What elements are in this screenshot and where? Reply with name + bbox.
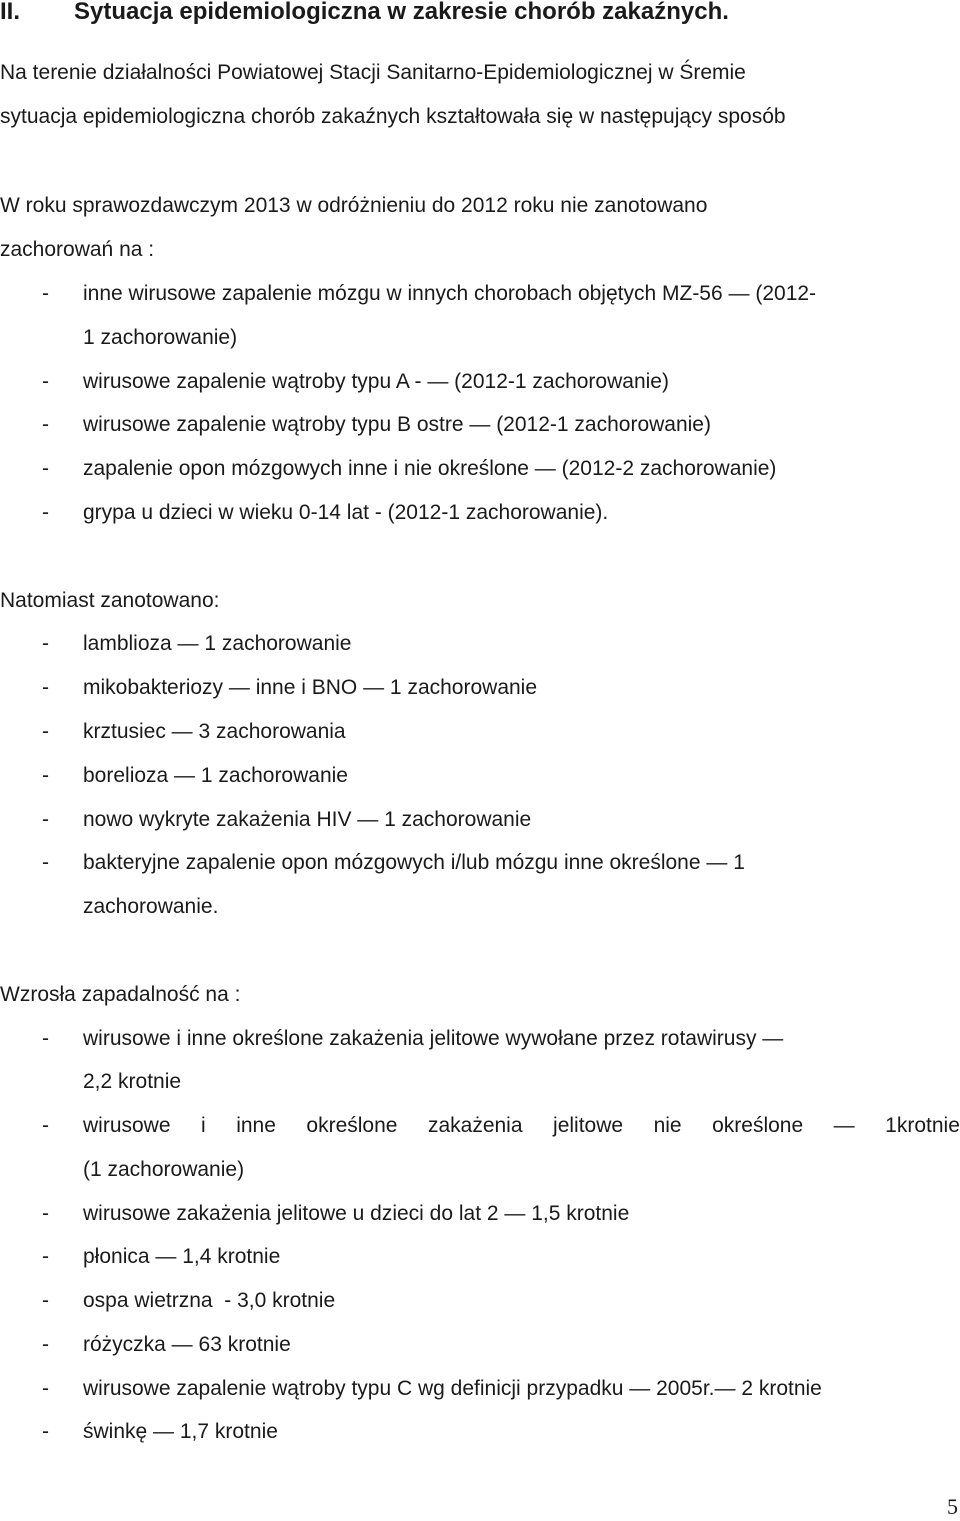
list-item: bakteryjne zapalenie opon mózgowych i/lub mózgu inne określone — 1 — [83, 851, 745, 874]
list-item: grypa u dzieci w wieku 0-14 lat - (2012-1 zachorowanie). — [83, 501, 609, 524]
list-item: borelioza — 1 zachorowanie — [83, 764, 348, 787]
list-item-continuation: 1 zachorowanie) — [83, 326, 238, 349]
bullet-dash: - — [42, 1245, 49, 1268]
bullet-dash: - — [42, 457, 49, 480]
bullet-dash: - — [42, 764, 49, 787]
word: inne — [236, 1114, 276, 1137]
section-heading — [0, 0, 729, 28]
word: określone — [712, 1114, 804, 1137]
list-item: wirusowe zapalenie wątroby typu A - — (2012-1 zachorowanie) — [83, 370, 669, 393]
intro-line-2: sytuacja epidemiologiczna chorób zakaźnych kształtowała się w następujący sposób — [0, 105, 786, 128]
word: nie — [653, 1114, 682, 1137]
list-item: wirusowe i inne określone zakażenia jelitowe wywołane przez rotawirusy — — [83, 1027, 784, 1050]
list-item: inne wirusowe zapalenie mózgu w innych chorobach objętych MZ-56 — (2012- — [83, 282, 817, 305]
section1-lead-line-1: W roku sprawozdawczym 2013 w odróżnieniu do 2012 roku nie zanotowano — [0, 194, 708, 217]
list-item-continuation: zachorowanie. — [83, 895, 219, 918]
list-item: różyczka — 63 krotnie — [83, 1333, 291, 1356]
word: jelitowe — [553, 1114, 624, 1137]
bullet-dash: - — [42, 413, 49, 436]
page-number: 5 — [947, 1494, 958, 1519]
list-item: mikobakteriozy — inne i BNO — 1 zachorowanie — [83, 676, 538, 699]
list-item-continuation: (1 zachorowanie) — [83, 1158, 245, 1181]
word: określone — [306, 1114, 398, 1137]
list-item: wirusowe zapalenie wątroby typu B ostre — (2012-1 zachorowanie) — [83, 413, 711, 436]
bullet-dash: - — [42, 808, 49, 831]
bullet-dash: - — [42, 851, 49, 874]
bullet-dash: - — [42, 1289, 49, 1312]
bullet-dash: - — [42, 370, 49, 393]
word: 1krotnie — [885, 1114, 960, 1137]
heading-number: II. — [0, 0, 21, 25]
list-item-continuation: 2,2 krotnie — [83, 1070, 182, 1093]
word: wirusowe — [83, 1114, 171, 1137]
section1-lead-line-2: zachorowań na : — [0, 238, 155, 261]
bullet-dash: - — [42, 501, 49, 524]
section2-lead: Natomiast zanotowano: — [0, 589, 220, 612]
intro-line-1: Na terenie działalności Powiatowej Stacji Sanitarno-Epidemiologicznej w Śremie — [0, 61, 746, 84]
list-item: ospa wietrzna - 3,0 krotnie — [83, 1289, 336, 1312]
bullet-dash: - — [42, 282, 49, 305]
bullet-dash: - — [42, 1333, 49, 1356]
list-item: płonica — 1,4 krotnie — [83, 1245, 281, 1268]
list-item: lamblioza — 1 zachorowanie — [83, 632, 352, 655]
bullet-dash: - — [42, 1114, 49, 1137]
word: — — [833, 1114, 855, 1137]
section3-lead: Wzrosła zapadalność na : — [0, 983, 241, 1006]
list-item-justified — [83, 1113, 960, 1139]
list-item: krztusiec — 3 zachorowania — [83, 720, 346, 743]
bullet-dash: - — [42, 1202, 49, 1225]
heading-title: Sytuacja epidemiologiczna w zakresie chorób zakaźnych. — [74, 0, 729, 25]
list-item: wirusowe zakażenia jelitowe u dzieci do lat 2 — 1,5 krotnie — [83, 1202, 630, 1225]
word: i — [201, 1114, 206, 1137]
list-item: wirusowe zapalenie wątroby typu C wg definicji przypadku — 2005r.— 2 krotnie — [83, 1377, 822, 1400]
bullet-dash: - — [42, 676, 49, 699]
bullet-dash: - — [42, 720, 49, 743]
list-item: świnkę — 1,7 krotnie — [83, 1420, 278, 1443]
list-item: zapalenie opon mózgowych inne i nie określone — (2012-2 zachorowanie) — [83, 457, 777, 480]
bullet-dash: - — [42, 1420, 49, 1443]
list-item: nowo wykryte zakażenia HIV — 1 zachorowanie — [83, 808, 532, 831]
word: zakażenia — [427, 1114, 523, 1137]
bullet-dash: - — [42, 1027, 49, 1050]
bullet-dash: - — [42, 1377, 49, 1400]
bullet-dash: - — [42, 632, 49, 655]
